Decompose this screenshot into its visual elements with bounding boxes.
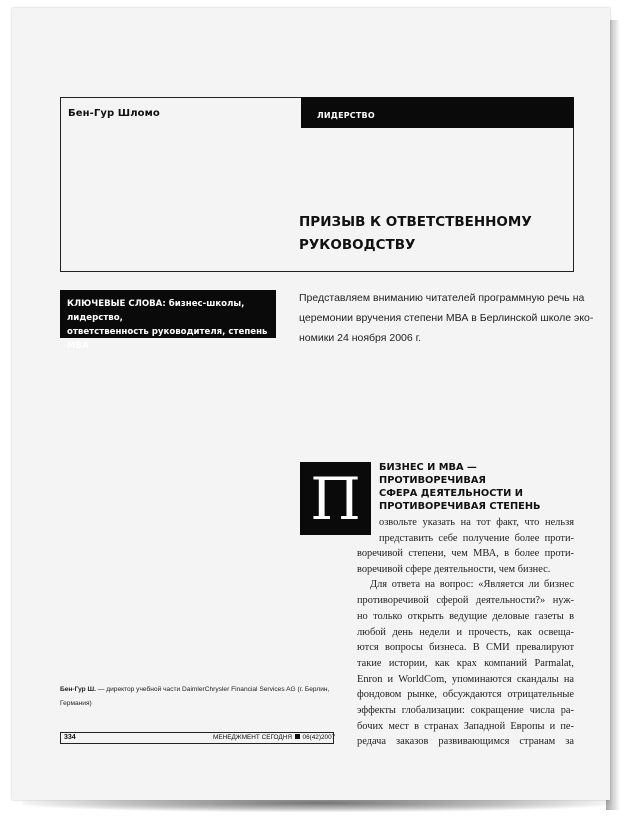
body-line: озвольте указать на тот факт, что нельзя (379, 517, 574, 528)
body-line: воречивой степени, чем МВА, в более проти- (357, 548, 574, 559)
body-line: любой день недели и прочесть, как освеща- (357, 626, 574, 638)
body-line: бочих мест в странах Западной Европы и пе- (357, 720, 574, 732)
lead-paragraph (299, 288, 594, 348)
body-line: противоречивой сферой деятельности?» нуж- (357, 595, 574, 607)
keywords-line-1: КЛЮЧЕВЫЕ СЛОВА: бизнес-школы, лидерство, (67, 299, 245, 323)
body-line: Для ответа на вопрос: «Является ли бизнес (370, 579, 574, 591)
body-line: представить себе получение более проти- (379, 532, 574, 544)
body-line: Enron и WorldCom, упоминаются скандалы на (357, 673, 574, 685)
body-line: редача заказов развивающимся странам за (357, 736, 574, 748)
lead-line-2: церемонии вручения степени МВА в Берлинской школе эко- (299, 312, 594, 324)
keywords-box (60, 290, 276, 351)
author-footnote (60, 683, 340, 711)
lead-line-3: номики 24 ноября 2006 г. (299, 332, 422, 344)
section-subhead (379, 461, 579, 513)
body-line: такие истории, как крах компаний Parmalat, (357, 657, 574, 669)
square-bullet-icon (295, 734, 300, 739)
subhead-line-1: БИЗНЕС И МВА — ПРОТИВОРЕЧИВАЯ (379, 462, 486, 486)
body-text (357, 546, 574, 750)
article-title-line-2: РУКОВОДСТВУ (299, 237, 416, 253)
body-line: эффекты глобализации: сокращение числа ра- (357, 705, 574, 717)
page-number: 334 (64, 734, 76, 741)
journal-info (213, 734, 335, 741)
body-line: фондовом рынке, обсуждаются отрицательные (357, 689, 574, 701)
journal-name: МЕНЕДЖМЕНТ СЕГОДНЯ (213, 734, 292, 741)
body-line: воречивой сфере деятельности, чем бизнес. (357, 563, 551, 575)
article-title (299, 211, 559, 257)
journal-issue: 06(42)2007 (302, 734, 336, 741)
subhead-line-2: СФЕРА ДЕЯТЕЛЬНОСТИ И (379, 488, 523, 499)
rubric-label: ЛИДЕРСТВО (317, 111, 375, 120)
footnote-text-2: Германия) (60, 700, 92, 707)
footnote-text-1: — директор учебной части DaimlerChrysler Financial Services AG (г. Берлин, (95, 686, 330, 693)
subhead-line-3: ПРОТИВОРЕЧИВАЯ СТЕПЕНЬ (379, 501, 541, 512)
body-line: ются вопросы бизнеса. В СМИ превалируют (357, 642, 574, 654)
body-text-beside-cap (379, 515, 574, 546)
lead-line-1: Представляем вниманию читателей программную речь на (299, 292, 585, 304)
footnote-author: Бен-Гур Ш. (60, 686, 96, 693)
body-line: но только открыть ведущие деловые газеты в (357, 610, 574, 622)
drop-cap: П (300, 462, 371, 535)
keywords-line-2: ответственность руководителя, степень МВА (67, 327, 268, 351)
author-name: Бен-Гур Шломо (68, 108, 160, 119)
article-title-line-1: ПРИЗЫВ К ОТВЕТСТВЕННОМУ (299, 214, 532, 230)
